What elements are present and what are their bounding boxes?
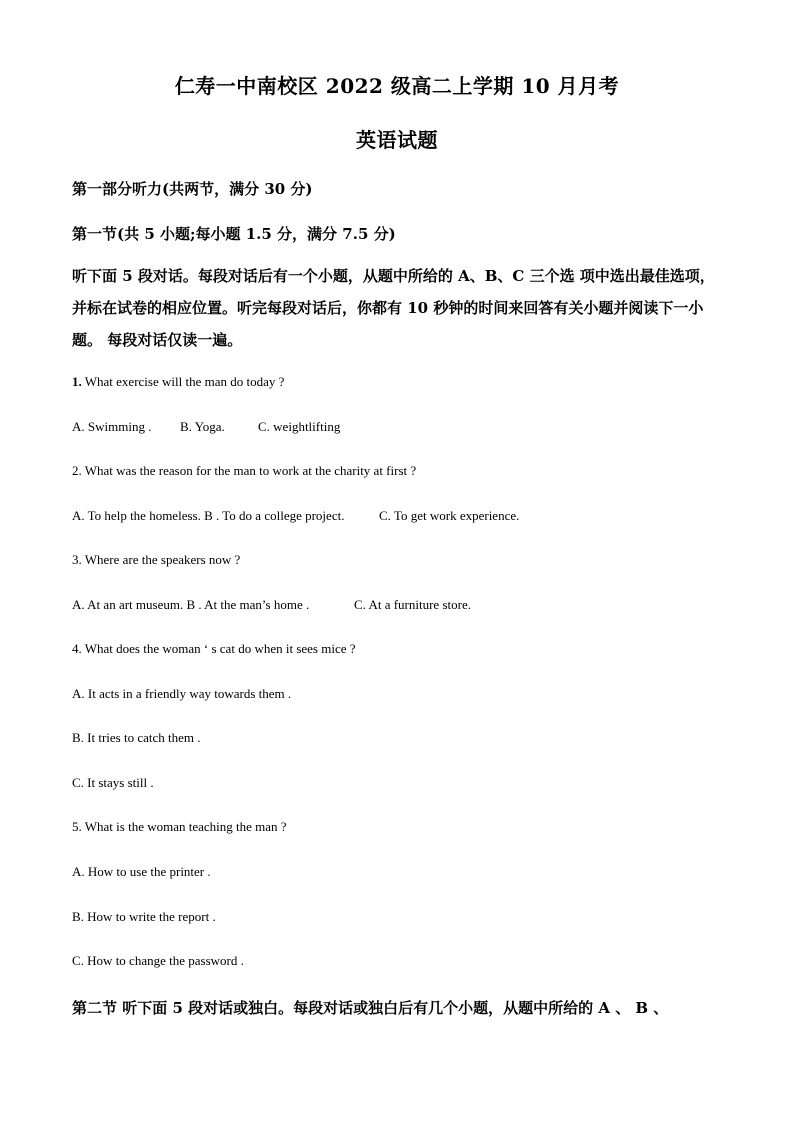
question-1-options [72,419,340,435]
option-a-b: A. To help the homeless. B . To do a college project. [72,508,345,523]
section1-heading: 第一节(共 5 小题;每小题 1.5 分，满分 7.5 分) [72,225,396,243]
question-text: What was the reason for the man to work at the charity at first ? [81,463,417,478]
question-3-options [72,597,471,613]
option-b: B. It tries to catch them . [72,730,201,745]
question-2 [72,463,416,479]
question-3 [72,552,240,568]
option-a-b: A. At an art museum. B . At the man’s home . [72,597,310,612]
question-text: What is the woman teaching the man ? [81,819,287,834]
option-c: C. At a furniture store. [354,597,471,612]
question-number: 1. [72,374,82,389]
question-text: Where are the speakers now ? [81,552,241,567]
option-c: C. It stays still . [72,775,154,790]
question-number: 2. [72,463,82,478]
option-c: C. weightlifting [258,419,341,434]
section2-heading: 第二节 听下面 5 段对话或独白。每段对话或独白后有几个小题，从题中所给的 A 、 B 、 [72,999,669,1017]
question-2-options [72,508,519,524]
exam-subtitle: 英语试题 [356,128,438,152]
section1-instructions: 听下面 5 段对话。每段对话后有一个小题，从题中所给的 A、B、C 三个选 项中选出最佳选项，并标在试卷的相应位置。听完每段对话后，你都有 10 秒钟的时间来回答有关小题并阅读下一小题。 每段对话仅读一遍。 [72,267,715,349]
option-a: A. It acts in a friendly way towards them . [72,686,292,701]
option-b: B. Yoga. [180,419,225,434]
question-number: 5. [72,819,82,834]
question-4 [72,641,356,657]
question-text: What does the woman ‘ s cat do when it sees mice ? [81,641,356,656]
option-c: C. To get work experience. [379,508,520,523]
option-a: A. How to use the printer . [72,864,211,879]
part1-heading: 第一部分听力(共两节，满分 30 分) [72,180,313,198]
question-1 [72,374,284,390]
question-number: 4. [72,641,82,656]
option-b: B. How to write the report . [72,909,216,924]
option-c: C. How to change the password . [72,953,244,968]
exam-title: 仁寿一中南校区 2022 级高二上学期 10 月月考 [174,74,620,98]
option-a: A. Swimming . [72,419,152,434]
question-text: What exercise will the man do today ? [81,374,285,389]
question-5 [72,819,287,835]
question-number: 3. [72,552,82,567]
